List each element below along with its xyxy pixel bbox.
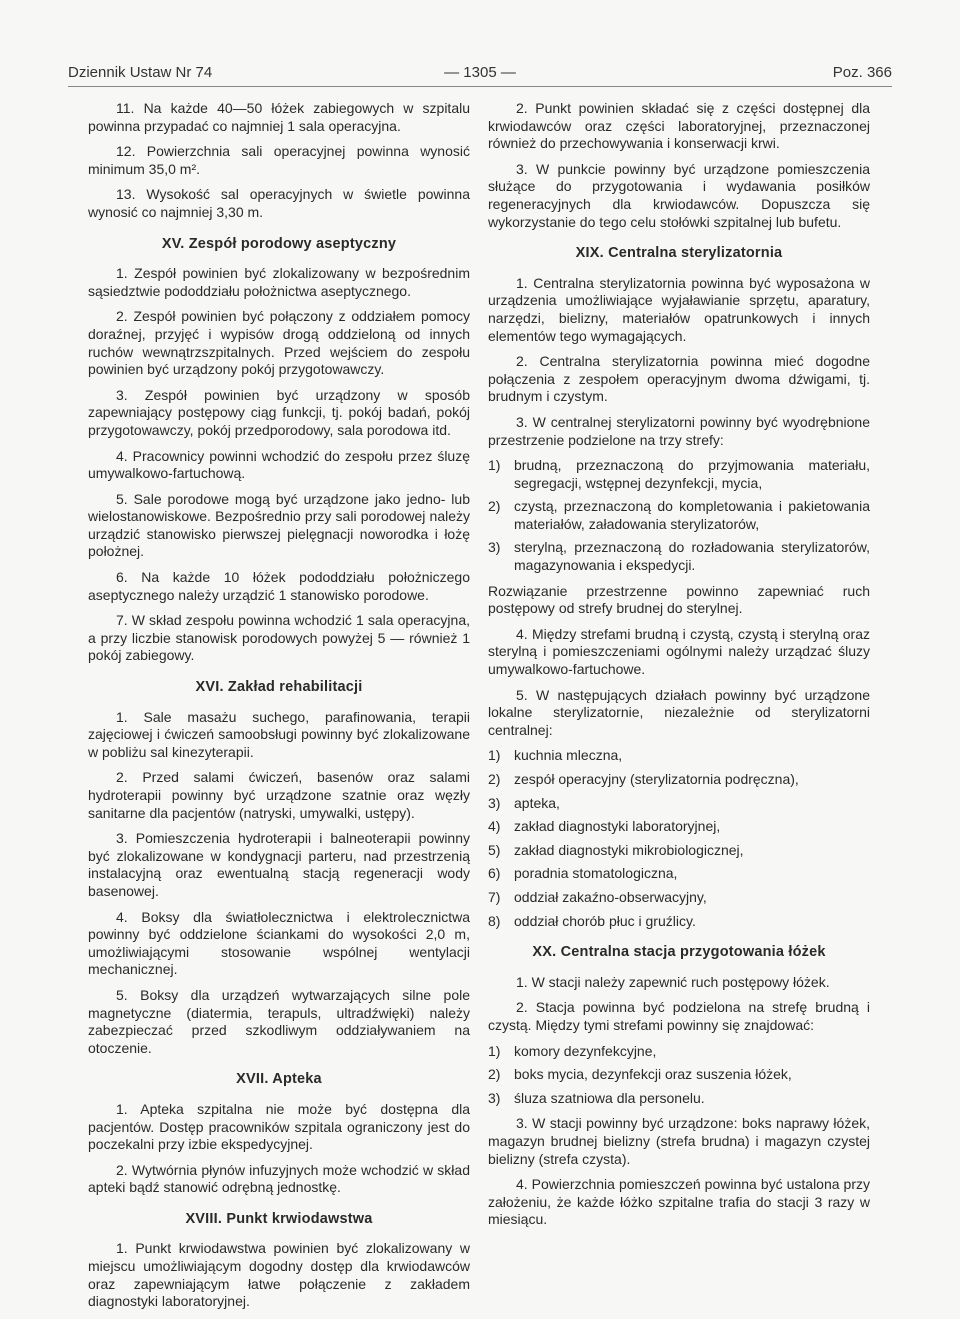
list-number: 1) — [488, 457, 501, 474]
list-text: zakład diagnostyki laboratoryjnej, — [514, 818, 721, 835]
list-number: 3) — [488, 1089, 501, 1106]
paragraph: 1. Zespół powinien być zlokalizowany w bezpośrednim sąsiedztwie pododdziału położnictwa aseptycznego. — [88, 265, 470, 299]
list-text: zakład diagnostyki mikrobiologicznej, — [514, 841, 744, 858]
paragraph: 1. Punkt krwiodawstwa powinien być zlokalizowany w miejscu umożliwiającym dogodny dostęp dla krwiodawców oraz zapewniającym łatwe połączenie z zakładem diagnostyki laboratoryjnej. — [88, 1240, 470, 1310]
list-text: czystą, przeznaczoną do kompletowania i pakietowania materiałów, załadowania sterylizatorów, — [514, 498, 870, 532]
list-number: 5) — [488, 841, 501, 858]
paragraph: 13. Wysokość sal operacyjnych w świetle powinna wynosić co najmniej 3,30 m. — [88, 186, 470, 220]
section-heading-xix: XIX. Centralna sterylizatornia — [575, 245, 783, 262]
list-item — [488, 747, 870, 765]
list-item — [488, 842, 870, 860]
paragraph: 3. Pomieszczenia hydroterapii i balneoterapii powinny być zlokalizowane w kondygnacji parteru, nad przestrzenią instalacyjną oraz ewentualną stacją regeneracji wody basenowej. — [88, 830, 470, 899]
paragraph: 1. Sale masażu suchego, parafinowania, terapii zajęciowej i ćwiczeń samoobsługi powinny być zlokalizowane w pobliżu sal kinezyterapii. — [88, 708, 470, 760]
list-item — [488, 795, 870, 813]
paragraph: 12. Powierzchnia sali operacyjnej powinna wynosić minimum 35,0 m². — [88, 143, 470, 177]
list-item — [488, 818, 870, 836]
paragraph: 5. Boksy dla urządzeń wytwarzających silne pole magnetyczne (diatermia, terapuls, ultradźwięki) należy zabezpieczać przed szkodliwym oddziaływaniem na otoczenie. — [88, 986, 470, 1056]
list-number: 1) — [488, 1042, 501, 1059]
page-header — [68, 62, 892, 87]
list-item — [488, 889, 870, 907]
paragraph: 2. Centralna sterylizatornia powinna mieć dogodne połączenia z zespołem operacyjnym dwoma dźwigami, tj. brudnym i czystym. — [488, 353, 870, 405]
paragraph: 3. W centralnej sterylizatorni powinny być wyodrębnione przestrzenie podzielone na trzy strefy: — [488, 413, 870, 448]
paragraph: 4. Między strefami brudną i czystą, czystą i sterylną oraz sterylną i pomieszczeniami ogólnymi należy urządzać śluzy umywalkowo-fartuchowe. — [488, 625, 870, 678]
list-number: 6) — [488, 865, 501, 882]
list-text: oddział zakaźno-obserwacyjny, — [514, 888, 707, 905]
list-number: 1) — [488, 747, 501, 764]
position-number: Poz. 366 — [832, 64, 892, 81]
list-item — [488, 539, 870, 574]
right-column — [488, 100, 870, 1237]
left-column — [88, 100, 470, 1319]
section-heading-xx: XX. Centralna stacja przygotowania łóżek — [532, 944, 826, 961]
list-item — [488, 1066, 870, 1084]
list-text: kuchnia mleczna, — [514, 747, 623, 764]
list-text: zespół operacyjny (sterylizatornia podręczna), — [514, 771, 799, 787]
list-number: 3) — [488, 794, 501, 811]
paragraph: 2. Zespół powinien być połączony z oddziałem pomocy doraźnej, przyjęć i wypisów drogą oddzieloną od innych ruchów wewnątrzszpitalnych. Przed wejściem do zespołu powinien być urządzony pokój przygotowawczy. — [88, 308, 470, 378]
list-text: sterylną, przeznaczoną do rozładowania sterylizatorów, magazynowania i ekspedycji. — [514, 539, 870, 574]
section-heading-xvii: XVII. Apteka — [236, 1071, 322, 1088]
paragraph: 1. Apteka szpitalna nie może być dostępna dla pacjentów. Dostęp pracowników szpitala ograniczony jest do poczekalni przy izbie ekspedycyjnej. — [88, 1100, 470, 1153]
list-number: 7) — [488, 888, 501, 905]
list-text: apteka, — [514, 794, 560, 811]
paragraph: 7. W skład zespołu powinna wchodzić 1 sala operacyjna, a przy liczbie stanowisk porodowych powyżej 5 — również 1 pokój zabiegowy. — [88, 612, 470, 664]
paragraph: 11. Na każde 40—50 łóżek zabiegowych w szpitalu powinna przypadać co najmniej 1 sala operacyjna. — [88, 100, 470, 134]
paragraph: 5. W następujących działach powinny być urządzone lokalne sterylizatornie, niezależnie od sterylizatorni centralnej: — [488, 686, 870, 738]
rooms-list — [488, 1043, 870, 1108]
paragraph: 3. W stacji powinny być urządzone: boks naprawy łóżek, magazyn brudnej bielizny (strefa brudna) i magazyn czystej bielizny (strefa czysta). — [488, 1115, 870, 1167]
list-item — [488, 913, 870, 931]
list-number: 2) — [488, 498, 501, 515]
paragraph: 2. Stacja powinna być podzielona na strefę brudną i czystą. Między tymi strefami powinny się znajdować: — [488, 999, 870, 1033]
paragraph: 4. Pracownicy powinni wchodzić do zespołu przez śluzę umywalkowo-fartuchową. — [88, 447, 470, 482]
list-number: 2) — [488, 1066, 501, 1083]
list-item — [488, 498, 870, 533]
list-text: boks mycia, dezynfekcji oraz suszenia łóżek, — [514, 1066, 792, 1083]
zones-list — [488, 457, 870, 575]
paragraph: 2. Wytwórnia płynów infuzyjnych może wchodzić w skład apteki bądź stanowić odrębną jednostkę. — [88, 1161, 470, 1196]
list-number: 8) — [488, 912, 501, 929]
paragraph: 1. Centralna sterylizatornia powinna być wyposażona w urządzenia umożliwiające wyjaławianie sprzętu, aparatury, narzędzi, bielizny, materiałów opatrunkowych i innych elementów tego wymagających. — [488, 274, 870, 344]
journal-title: Dziennik Ustaw Nr 74 — [68, 64, 213, 81]
list-text: śluza szatniowa dla personelu. — [514, 1089, 705, 1106]
paragraph: 3. W punkcie powinny być urządzone pomieszczenia służące do przygotowania i wydawania posiłków regeneracyjnych dla krwiodawców. Dopuszcza się wykorzystanie do tego celu stołówki szpitalnej lub bufetu. — [488, 160, 870, 230]
page-number: — 1305 — — [444, 64, 516, 81]
paragraph: 3. Zespół powinien być urządzony w sposób zapewniający postępowy ciąg funkcji, tj. pokój badań, pokój przygotowawczy, pokój przedporodowy, sala porodowa itd. — [88, 386, 470, 438]
paragraph: 4. Boksy dla światłolecznictwa i elektrolecznictwa powinny być oddzielone ściankami do wysokości 2,0 m, umożliwiającymi stosowanie wspólnej wentylacji mechanicznej. — [88, 908, 470, 978]
list-item — [488, 1043, 870, 1061]
paragraph: 4. Powierzchnia pomieszczeń powinna być ustalona przy założeniu, że każde łóżko szpitalne trafia do stacji 3 razy w miesiącu. — [488, 1176, 870, 1228]
departments-list — [488, 747, 870, 930]
paragraph: 6. Na każde 10 łóżek pododdziału położniczego aseptycznego należy urządzić 1 stanowisko porodowe. — [88, 569, 470, 603]
list-item — [488, 457, 870, 492]
paragraph: 2. Przed salami ćwiczeń, basenów oraz salami hydroterapii powinny być urządzone szatnie oraz węzły sanitarne dla pacjentów (natryski, umywalki, ustępy). — [88, 769, 470, 821]
paragraph: 5. Sale porodowe mogą być urządzone jako jedno- lub wielostanowiskowe. Bezpośrednio przy sali porodowej należy urządzić stanowisko pierwszej pielęgnacji noworodka i łożę położnej. — [88, 490, 470, 560]
paragraph: Rozwiązanie przestrzenne powinno zapewniać ruch postępowy od strefy brudnej do sterylnej. — [488, 582, 870, 617]
list-number: 3) — [488, 539, 501, 556]
list-text: brudną, przeznaczoną do przyjmowania materiału, segregacji, wstępnej dezynfekcji, mycia, — [514, 457, 870, 491]
list-text: oddział chorób płuc i gruźlicy. — [514, 912, 696, 929]
list-item — [488, 771, 870, 789]
list-number: 4) — [488, 818, 501, 835]
list-number: 2) — [488, 771, 501, 787]
paragraph: 1. W stacji należy zapewnić ruch postępowy łóżek. — [516, 973, 830, 990]
paragraph: 2. Punkt powinien składać się z części dostępnej dla krwiodawców oraz części laboratoryjnej, przeznaczonej również do przechowywania i konserwacji krwi. — [488, 100, 870, 152]
section-heading-xvi: XVI. Zakład rehabilitacji — [195, 679, 363, 696]
list-item — [488, 1090, 870, 1108]
section-heading-xv: XV. Zespół porodowy aseptyczny — [161, 235, 397, 252]
list-text: poradnia stomatologiczna, — [514, 865, 678, 882]
list-item — [488, 865, 870, 883]
section-heading-xviii: XVIII. Punkt krwiodawstwa — [185, 1210, 373, 1227]
list-text: komory dezynfekcyjne, — [514, 1042, 657, 1059]
